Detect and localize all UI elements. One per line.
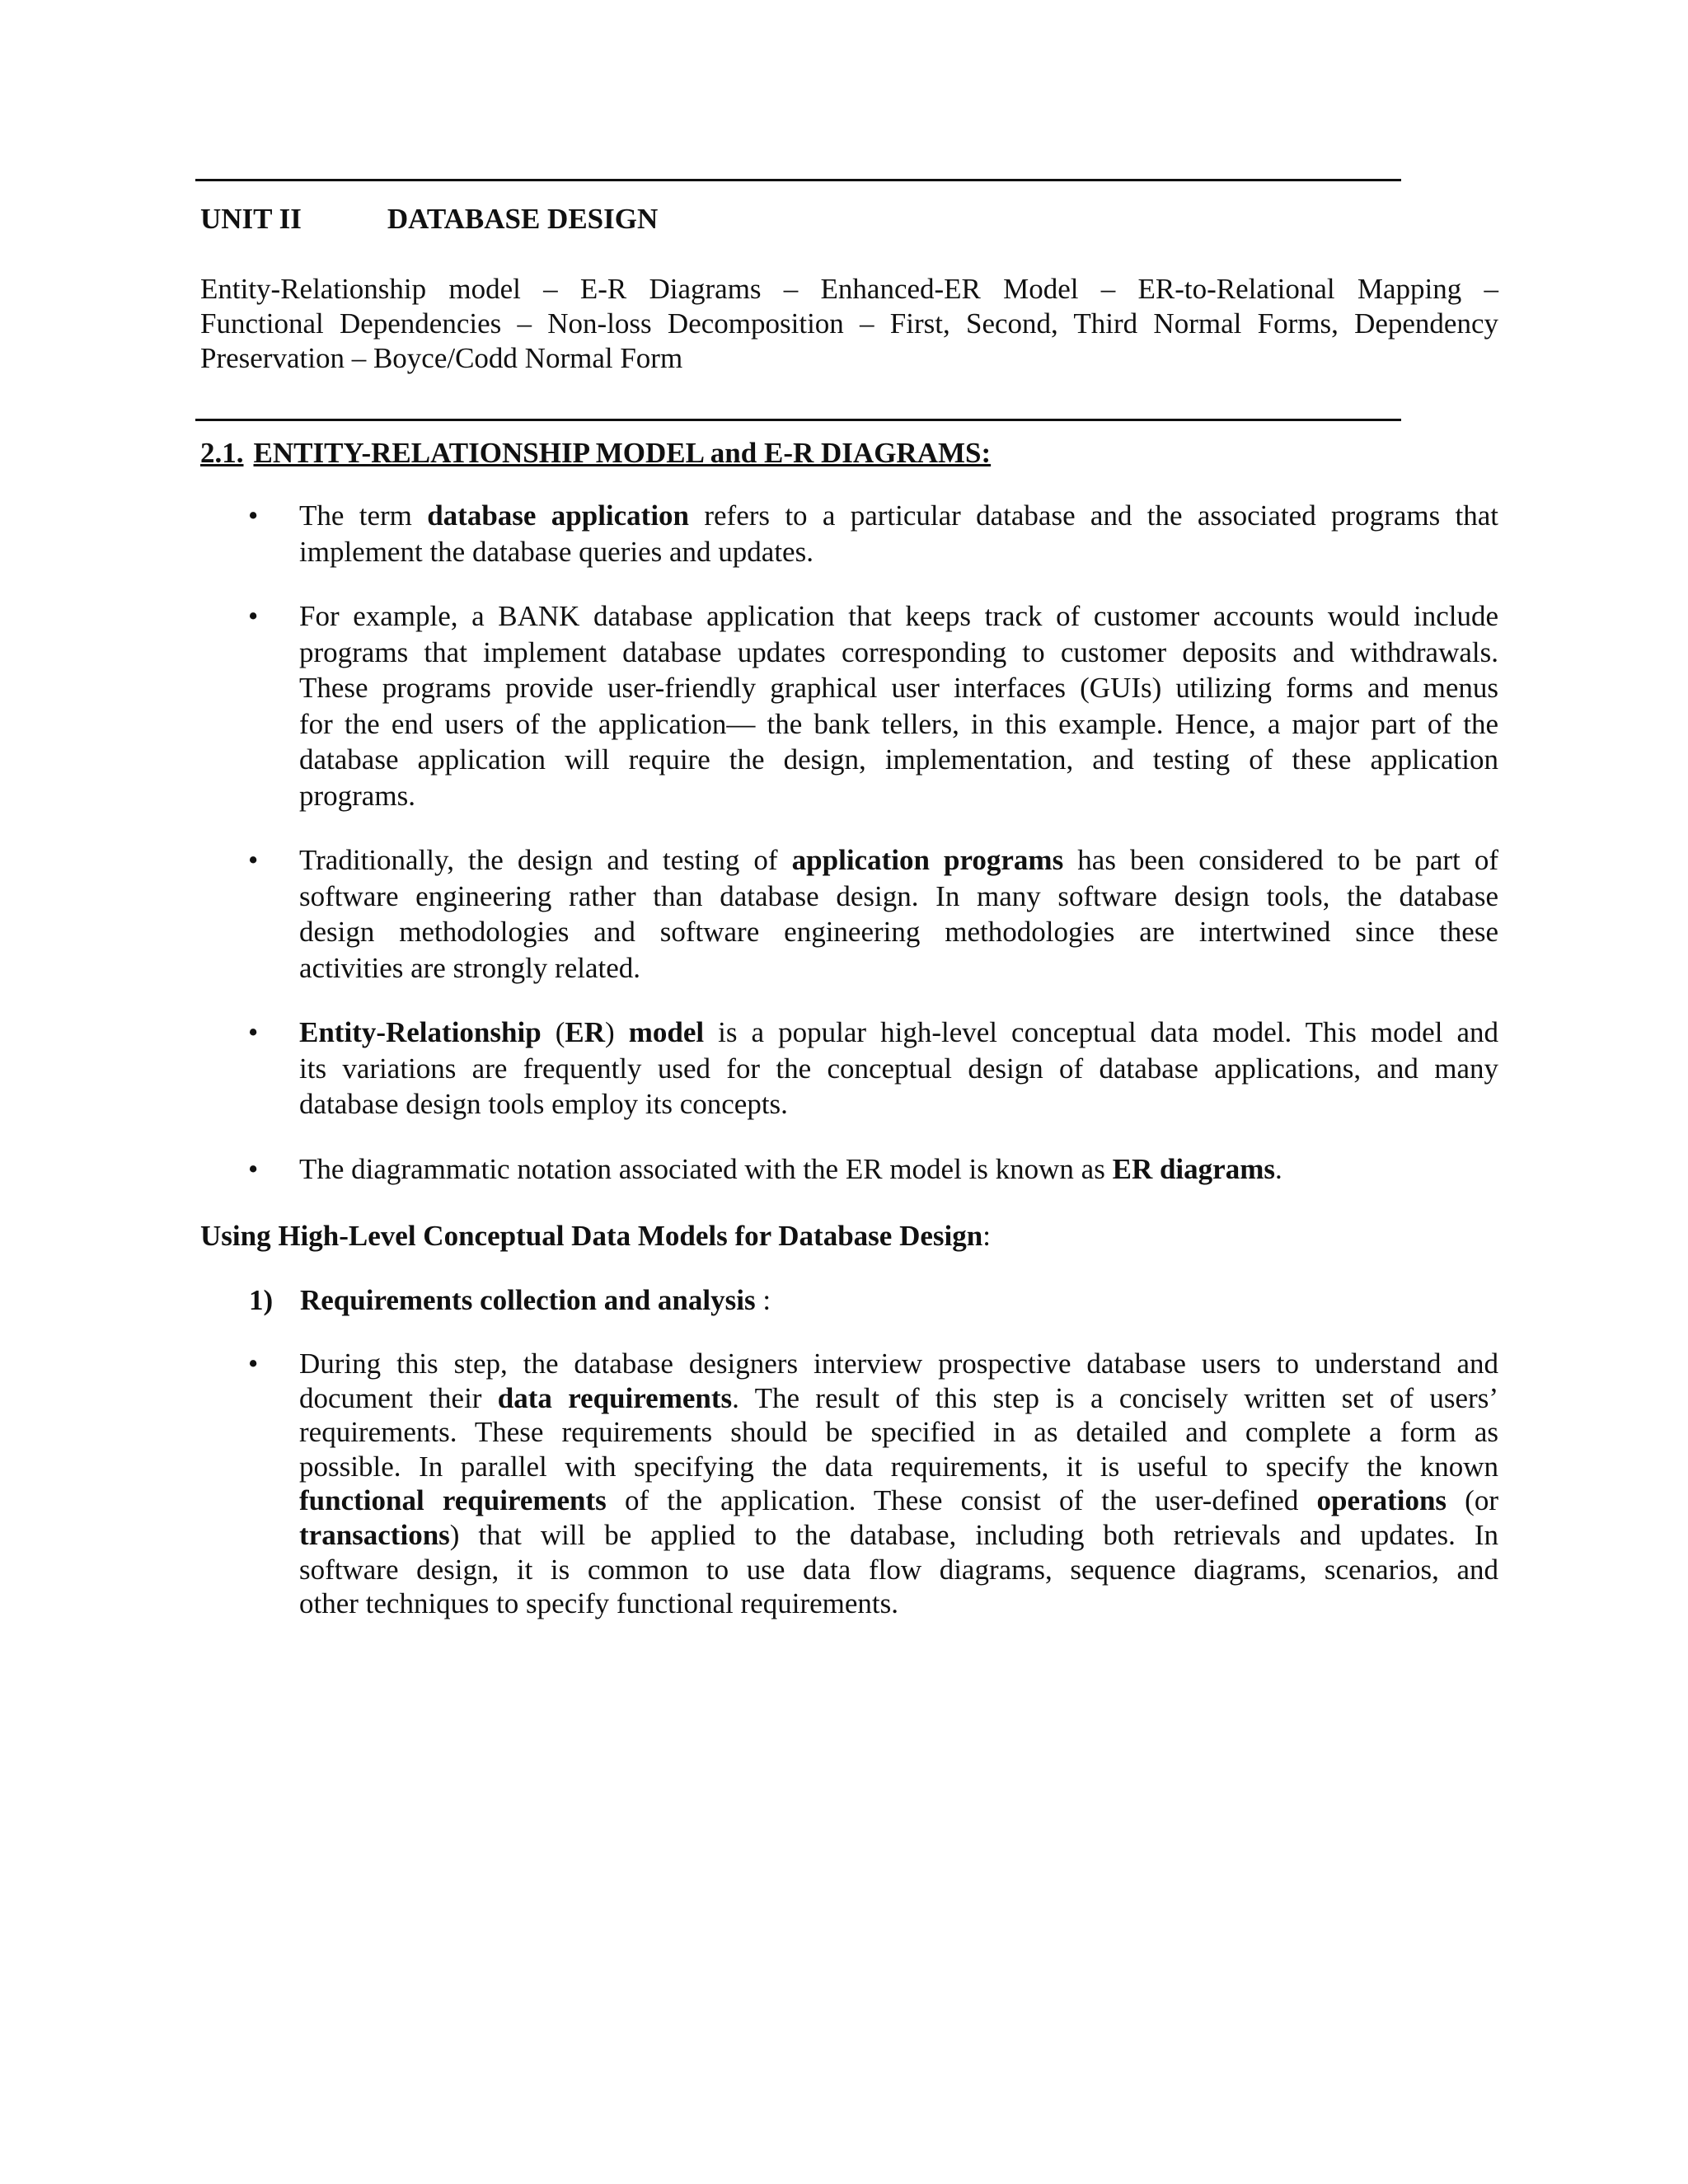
list-item <box>200 1015 1498 1122</box>
text-run: The term <box>299 499 428 532</box>
bullet-line <box>299 498 1498 534</box>
bullet-line: During this step, the database designers interview prospective database users to understand and <box>299 1347 1498 1380</box>
bullet-line <box>299 842 1498 879</box>
text-run: (or <box>1447 1484 1498 1517</box>
text-run: document their <box>299 1381 498 1414</box>
bullet-line <box>299 1381 1498 1416</box>
bullet-line: software design, it is common to use data flow diagrams, sequence diagrams, scenarios, and <box>299 1553 1498 1586</box>
bullet-line: For example, a BANK database application that keeps track of customer accounts would include <box>299 600 1498 632</box>
bold-term: ER <box>565 1016 605 1048</box>
text-run: ) <box>605 1016 629 1048</box>
list-item <box>200 598 1498 813</box>
bullet-icon: • <box>248 1347 259 1380</box>
list-item <box>200 842 1498 986</box>
bullet-line: implement the database queries and updates. <box>299 535 814 568</box>
top-horizontal-rule <box>195 179 1401 181</box>
bold-term: transactions <box>299 1518 450 1551</box>
syllabus-line: Preservation – Boyce/Codd Normal Form <box>200 342 683 374</box>
bullet-line: design methodologies and software engineering methodologies are intertwined since these <box>299 916 1498 948</box>
syllabus-line: Entity-Relationship model – E-R Diagrams – Enhanced-ER Model – ER-to-Relational Mapping – <box>200 273 1498 305</box>
text-run: of the application. These consist of the user-defined <box>606 1484 1317 1517</box>
text-run: is a popular high-level conceptual data model. This model and <box>704 1016 1499 1048</box>
unit-label: UNIT II <box>200 203 302 235</box>
bold-term: application programs <box>791 844 1064 876</box>
bold-term: model <box>628 1016 705 1048</box>
bullet-line <box>299 1015 1498 1051</box>
subheading <box>200 1218 991 1254</box>
bold-term: database application <box>427 499 690 532</box>
bullet-line: possible. In parallel with specifying the data requirements, it is useful to specify the known <box>299 1450 1498 1483</box>
bullet-line: database application will require the design, implementation, and testing of these application <box>299 743 1498 776</box>
syllabus-paragraph <box>200 272 1498 376</box>
text-run: . The result of this step is a concisely written set of users’ <box>732 1381 1498 1414</box>
bullet-icon: • <box>248 1152 259 1185</box>
unit-title: DATABASE DESIGN <box>387 203 659 235</box>
section-number: 2.1. <box>200 437 244 469</box>
text-run: refers to a particular database and the associated programs that <box>689 499 1499 532</box>
bullet-line <box>299 1518 1498 1553</box>
bullet-line: other techniques to specify functional requirements. <box>299 1587 898 1620</box>
bullet-line: programs that implement database updates corresponding to customer deposits and withdrawals. <box>299 635 1498 668</box>
bullet-line: database design tools employ its concepts. <box>299 1088 788 1120</box>
list-item <box>200 498 1498 569</box>
bold-term: data requirements <box>497 1381 733 1414</box>
text-run: ( <box>541 1016 565 1048</box>
section-horizontal-rule <box>195 419 1401 421</box>
bullet-line: software engineering rather than database design. In many software design tools, the database <box>299 879 1498 912</box>
unit-heading <box>200 201 658 237</box>
bullet-line: programs. <box>299 779 415 812</box>
text-run: ) that will be applied to the database, including both retrievals and updates. In <box>449 1518 1498 1551</box>
bold-term: Entity-Relationship <box>299 1016 542 1048</box>
text-run: . <box>1274 1152 1282 1185</box>
bullet-line: its variations are frequently used for the conceptual design of database applications, and many <box>299 1052 1498 1085</box>
step-title: Requirements collection and analysis <box>300 1284 756 1316</box>
bold-term: ER diagrams <box>1112 1152 1275 1185</box>
bullet-line: activities are strongly related. <box>299 951 641 984</box>
section-title: ENTITY-RELATIONSHIP MODEL and E-R DIAGRAMS: <box>253 437 992 469</box>
text-run: : <box>982 1220 991 1252</box>
bullet-line: requirements. These requirements should be specified in as detailed and complete a form as <box>299 1416 1498 1449</box>
numbered-step <box>249 1282 771 1319</box>
text-run: has been considered to be part of <box>1063 844 1498 876</box>
section-heading <box>200 435 991 471</box>
list-item <box>200 1347 1498 1621</box>
text-run: The diagrammatic notation associated with the ER model is known as <box>299 1152 1113 1185</box>
bullet-icon: • <box>248 499 259 532</box>
syllabus-line: Functional Dependencies – Non-loss Decomposition – First, Second, Third Normal Forms, Dependency <box>200 307 1498 340</box>
bullet-line <box>299 1483 1498 1518</box>
bullet-line: These programs provide user-friendly graphical user interfaces (GUIs) utilizing forms and menus <box>299 672 1498 704</box>
bullet-icon: • <box>248 600 259 632</box>
subheading-text: Using High-Level Conceptual Data Models for Database Design <box>200 1220 983 1252</box>
bold-term: operations <box>1316 1484 1447 1517</box>
bullet-line <box>299 1151 1498 1188</box>
bullet-line: for the end users of the application— the bank tellers, in this example. Hence, a major part of the <box>299 707 1498 740</box>
step-number: 1) <box>249 1284 274 1316</box>
text-run: Traditionally, the design and testing of <box>299 844 792 876</box>
list-item <box>200 1151 1498 1188</box>
bullet-icon: • <box>248 1016 259 1048</box>
intro-bullet-list <box>200 498 1498 1187</box>
bold-term: functional requirements <box>299 1484 607 1517</box>
requirements-bullet-list <box>200 1347 1498 1621</box>
text-run: : <box>755 1284 771 1316</box>
bullet-icon: • <box>248 844 259 876</box>
